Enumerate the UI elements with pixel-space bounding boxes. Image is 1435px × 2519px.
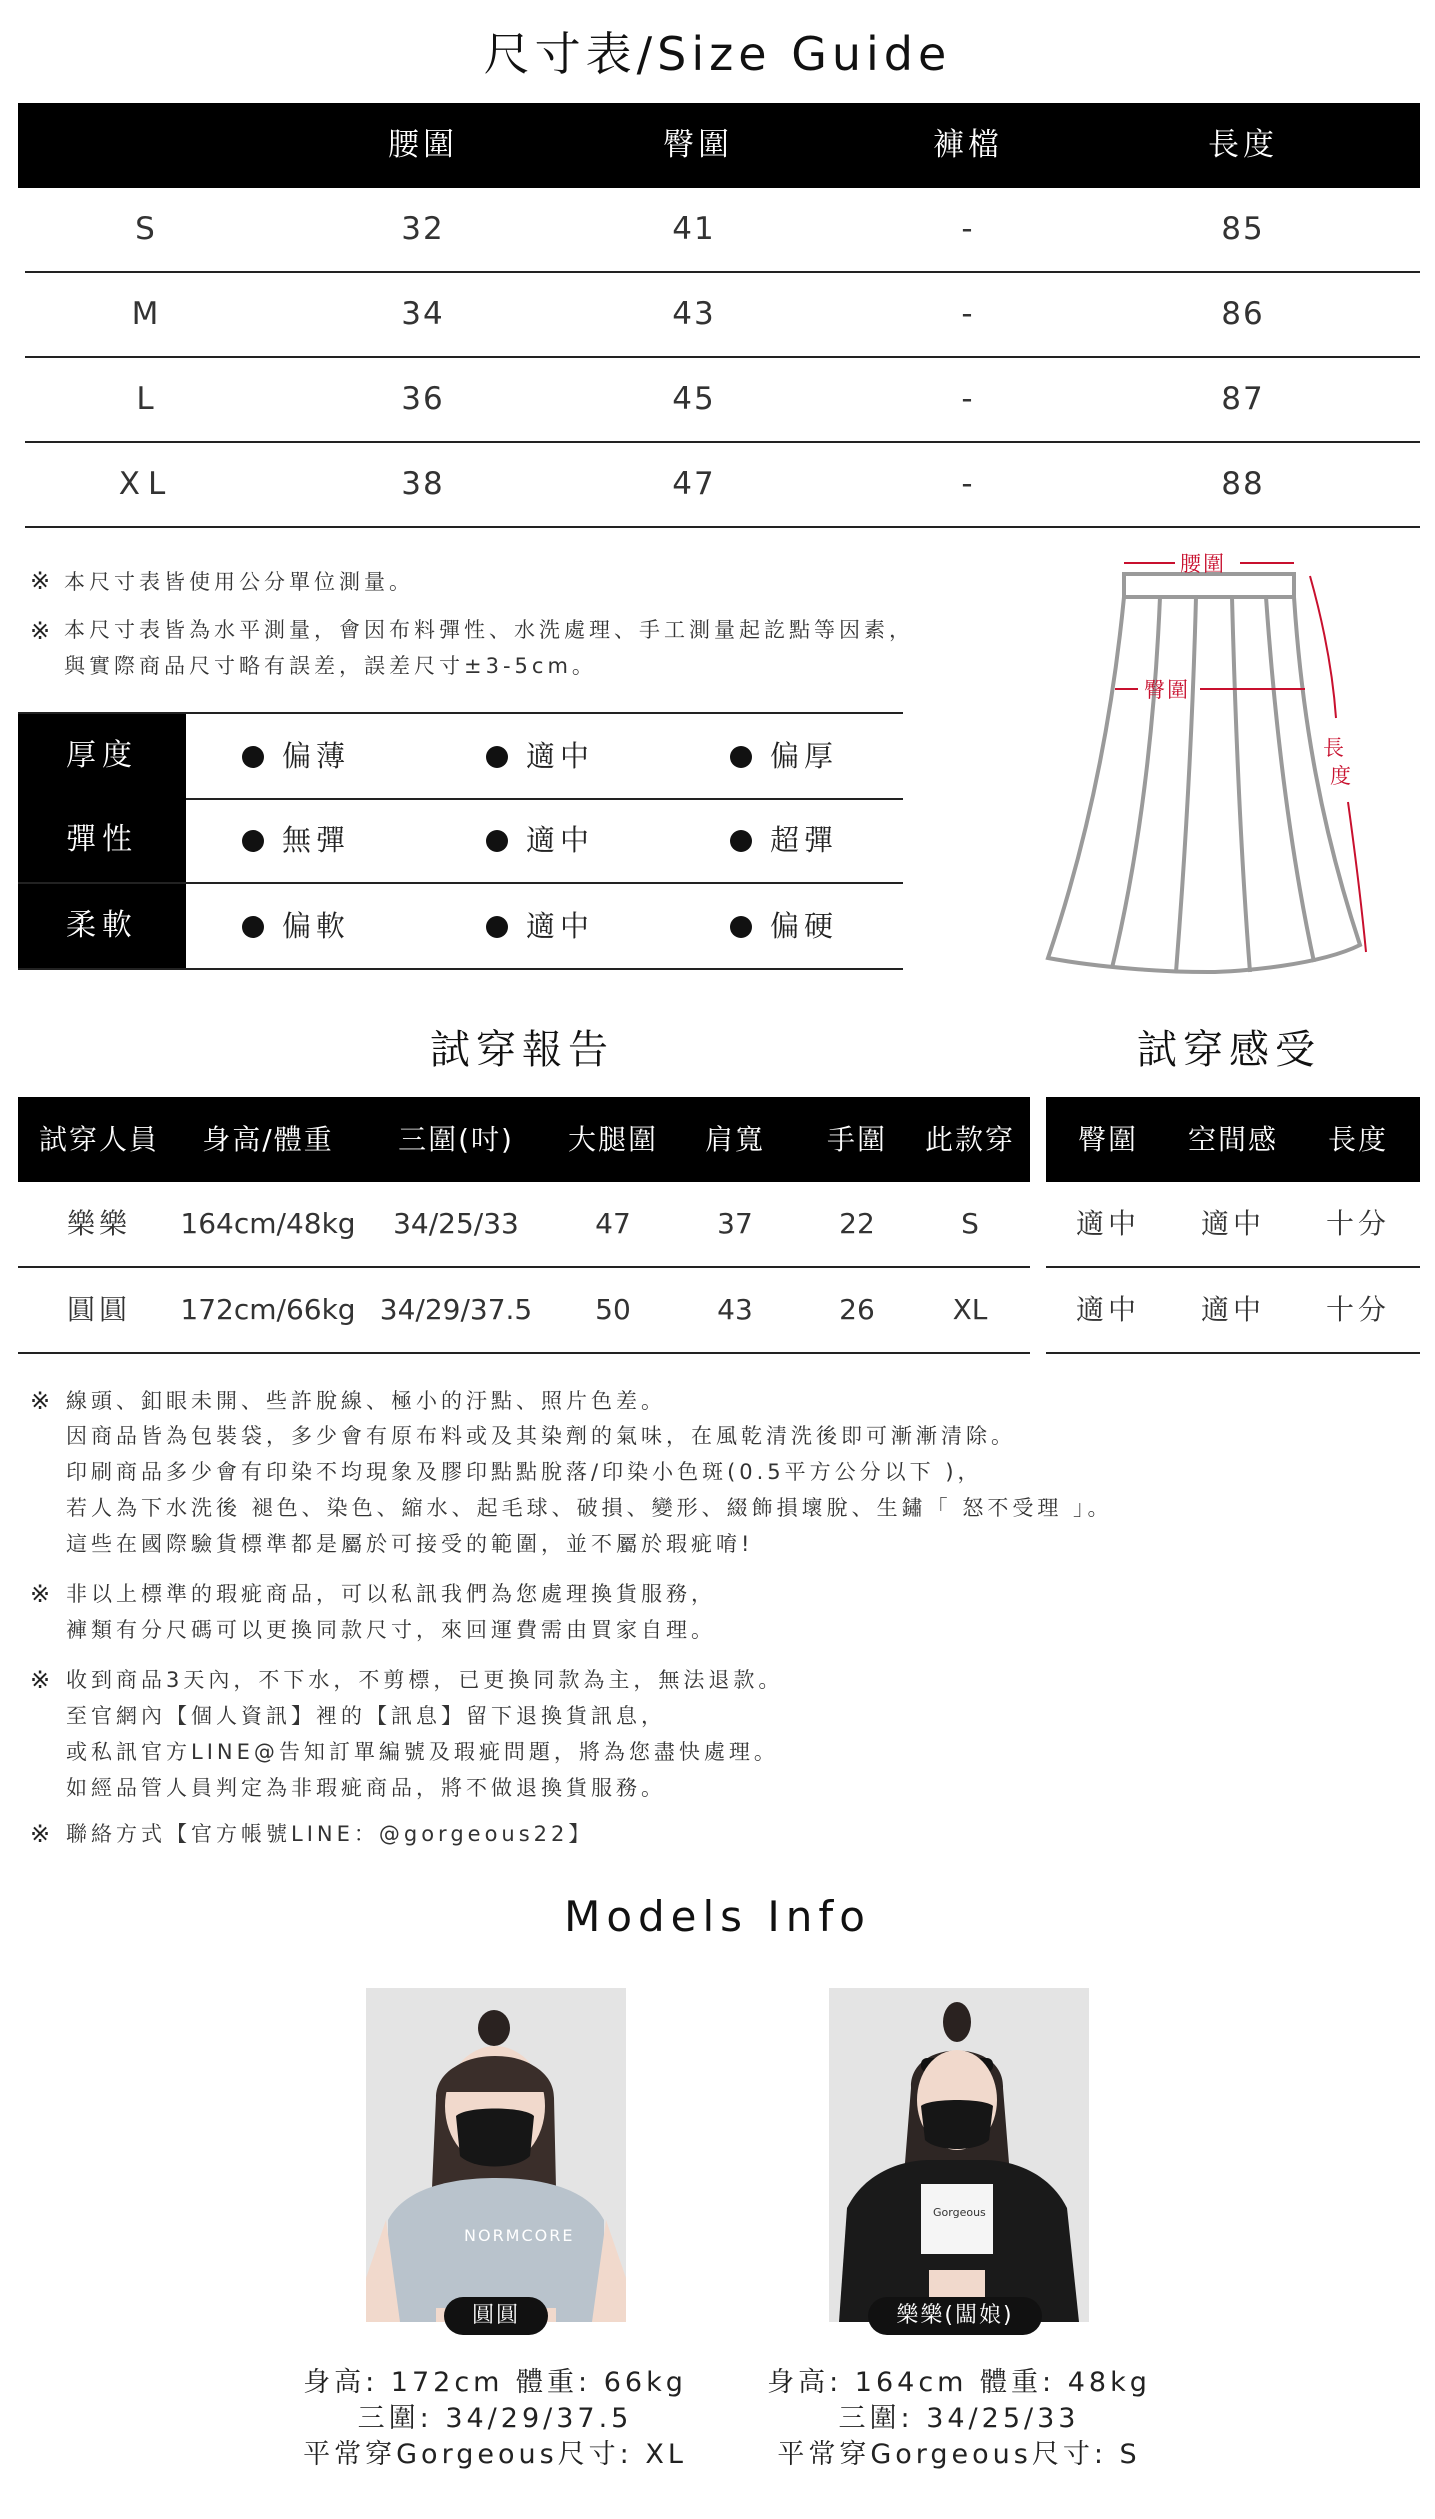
fr-cell: 34/29/37.5	[379, 1293, 533, 1326]
size-cell: 32	[401, 211, 445, 247]
bullet-icon	[242, 916, 264, 938]
model-info-line: 平常穿Gorgeous尺寸: XL	[303, 2439, 687, 2470]
attr-row-softness	[18, 884, 903, 970]
fr-cell: S	[961, 1207, 979, 1240]
fr-cell: 圓圓	[66, 1293, 131, 1326]
note-line-2b: 與實際商品尺寸略有誤差，誤差尺寸±3-5cm。	[64, 654, 597, 678]
size-cell: 87	[1221, 381, 1265, 417]
bullet-icon	[242, 746, 264, 768]
size-cell: -	[961, 466, 975, 502]
attr-label: 厚度	[18, 714, 186, 798]
diagram-waist-label: 腰圍	[1180, 552, 1226, 576]
skirt-body-shape	[1048, 597, 1360, 972]
fitting-row-yuanyuan	[18, 1268, 1030, 1354]
size-header-hip: 臀圍	[663, 127, 733, 163]
note-mark: ※	[30, 617, 51, 645]
disclaimer-line: 如經品管人員判定為非瑕疵商品，將不做退換貨服務。	[66, 1776, 666, 1800]
ff-cell: 十分	[1325, 1207, 1390, 1240]
model-info-line: 身高: 172cm 體重: 66kg	[303, 2367, 687, 2398]
skirt-diagram	[1030, 540, 1430, 980]
attr-option: 適中	[486, 884, 594, 968]
size-cell: 85	[1221, 211, 1265, 247]
fr-cell: 26	[839, 1293, 875, 1326]
attr-row-thickness	[18, 712, 903, 800]
diagram-length-label-1: 長	[1323, 736, 1344, 760]
fitting-feel-title: 試穿感受	[1137, 1027, 1321, 1073]
size-row-xl	[25, 443, 1420, 528]
disclaimer-line: 印刷商品多少會有印染不均現象及膠印點點脫落/印染小色斑(0.5平方公分以下 )，	[66, 1460, 983, 1484]
diagram-length-label-2: 度	[1330, 764, 1351, 788]
size-cell: 88	[1221, 466, 1265, 502]
disclaimer-line: 收到商品3天內，不下水，不剪標，已更換同款為主，無法退款。	[66, 1668, 784, 1692]
size-guide-title: 尺寸表/Size Guide	[483, 27, 952, 81]
ff-cell: 適中	[1200, 1293, 1265, 1326]
size-cell: -	[961, 381, 975, 417]
size-cell: 45	[672, 381, 716, 417]
model-info-line: 三圍: 34/29/37.5	[357, 2403, 633, 2434]
size-cell: 36	[401, 381, 445, 417]
bullet-icon	[730, 746, 752, 768]
size-header-rise: 褲檔	[933, 127, 1003, 163]
fr-header-cell: 試穿人員	[38, 1123, 159, 1156]
size-cell: M	[131, 296, 161, 332]
disclaimer-mark: ※	[30, 1580, 51, 1608]
size-table-header	[18, 103, 1420, 188]
note-line-2a: 本尺寸表皆為水平測量，會因布料彈性、水洗處理、手工測量起訖點等因素，	[64, 618, 914, 642]
fr-cell: 22	[839, 1207, 875, 1240]
model-tag-lele: 樂樂(闆娘)	[868, 2297, 1042, 2335]
attr-option: 偏軟	[242, 884, 350, 968]
size-cell: 34	[401, 296, 445, 332]
diagram-hip-label: 臀圍	[1144, 678, 1190, 702]
attr-option: 適中	[486, 798, 594, 882]
fr-header-cell: 手圍	[826, 1123, 887, 1156]
fr-header-cell: 肩寬	[704, 1123, 765, 1156]
attr-option: 偏薄	[242, 714, 350, 798]
fr-cell: 37	[717, 1207, 753, 1240]
fr-header-cell: 大腿圍	[567, 1123, 658, 1156]
fitting-feel-row-lele	[1046, 1182, 1420, 1268]
attr-option: 偏厚	[730, 714, 838, 798]
model-tag-yuanyuan: 圓圓	[444, 2297, 548, 2335]
size-header-length: 長度	[1208, 127, 1278, 163]
attr-option: 超彈	[730, 798, 838, 882]
size-row-s	[25, 188, 1420, 273]
fr-cell: XL	[952, 1293, 988, 1326]
disclaimer-mark: ※	[30, 1387, 51, 1415]
model-photo-illustration	[829, 1988, 1089, 2322]
bullet-icon	[242, 830, 264, 852]
fitting-feel-header	[1046, 1097, 1420, 1182]
fr-header-cell: 三圍(吋)	[398, 1123, 514, 1156]
size-cell: 43	[672, 296, 716, 332]
size-cell: 38	[401, 466, 445, 502]
bullet-icon	[486, 916, 508, 938]
fr-cell: 43	[717, 1293, 753, 1326]
model-shirt-text: NORMCORE	[464, 2226, 575, 2245]
model-info-line: 身高: 164cm 體重: 48kg	[767, 2367, 1151, 2398]
model-photo-yuanyuan	[366, 1988, 626, 2322]
ff-cell: 十分	[1325, 1293, 1390, 1326]
disclaimer-line: 非以上標準的瑕疵商品，可以私訊我們為您處理換貨服務，	[66, 1582, 716, 1606]
disclaimer-line: 線頭、釦眼未開、些許脫線、極小的汙點、照片色差。	[66, 1389, 666, 1413]
model-shirt-text: Gorgeous	[933, 2206, 986, 2219]
model-photo-lele	[829, 1988, 1089, 2322]
fr-cell: 47	[595, 1207, 631, 1240]
ff-header-cell: 臀圍	[1077, 1123, 1138, 1156]
fr-cell: 樂樂	[66, 1207, 131, 1240]
disclaimer-line: 或私訊官方LINE@告知訂單編號及瑕疵問題，將為您盡快處理。	[66, 1740, 779, 1764]
fitting-row-lele	[18, 1182, 1030, 1268]
size-cell: -	[961, 296, 975, 332]
disclaimer-mark: ※	[30, 1666, 51, 1694]
bullet-icon	[486, 830, 508, 852]
size-cell: 47	[672, 466, 716, 502]
length-measure-line	[1310, 576, 1336, 718]
attr-option: 偏硬	[730, 884, 838, 968]
disclaimer-line: 褲類有分尺碼可以更換同款尺寸，來回運費需由買家自理。	[66, 1618, 716, 1642]
size-cell: S	[135, 211, 157, 247]
fr-header-cell: 身高/體重	[202, 1123, 334, 1156]
size-header-waist: 腰圍	[388, 127, 458, 163]
bullet-icon	[486, 746, 508, 768]
fr-cell: 172cm/66kg	[180, 1293, 356, 1326]
size-cell: XL	[118, 466, 174, 502]
ff-cell: 適中	[1075, 1293, 1140, 1326]
fr-cell: 34/25/33	[393, 1207, 519, 1240]
models-info-title: Models Info	[564, 1892, 871, 1941]
disclaimer-mark: ※	[30, 1820, 51, 1848]
fitting-report-header	[18, 1097, 1030, 1182]
disclaimer-line: 至官網內【個人資訊】裡的【訊息】留下退換貨訊息，	[66, 1704, 666, 1728]
fitting-report-title: 試穿報告	[430, 1027, 614, 1073]
ff-header-cell: 空間感	[1187, 1123, 1278, 1156]
note-mark: ※	[30, 567, 51, 595]
size-cell: -	[961, 211, 975, 247]
model-info-line: 三圍: 34/25/33	[838, 2403, 1080, 2434]
ff-header-cell: 長度	[1327, 1123, 1388, 1156]
fr-cell: 164cm/48kg	[180, 1207, 356, 1240]
fr-cell: 50	[595, 1293, 631, 1326]
bullet-icon	[730, 830, 752, 852]
contact-line: 聯絡方式【官方帳號LINE：@gorgeous22】	[66, 1822, 594, 1846]
attr-row-elasticity	[18, 798, 903, 884]
disclaimer-line: 因商品皆為包裝袋，多少會有原布料或及其染劑的氣味，在風乾清洗後即可漸漸清除。	[66, 1424, 1016, 1448]
size-row-l	[25, 358, 1420, 443]
ff-cell: 適中	[1200, 1207, 1265, 1240]
ff-cell: 適中	[1075, 1207, 1140, 1240]
fitting-feel-row-yuanyuan	[1046, 1268, 1420, 1354]
size-cell: 86	[1221, 296, 1265, 332]
model-photo-illustration	[366, 1988, 626, 2322]
attr-label: 彈性	[18, 798, 186, 882]
attr-option: 無彈	[242, 798, 350, 882]
model-info-line: 平常穿Gorgeous尺寸: S	[777, 2439, 1141, 2470]
disclaimer-line: 若人為下水洗後 褪色、染色、縮水、起毛球、破損、變形、綴飾損壞脫、生鏽「 怒不受理 」。	[66, 1496, 1113, 1520]
note-line-1: 本尺寸表皆使用公分單位測量。	[64, 570, 414, 594]
disclaimer-line: 這些在國際驗貨標準都是屬於可接受的範圍，並不屬於瑕疵唷!	[66, 1532, 754, 1556]
attr-option: 適中	[486, 714, 594, 798]
fr-header-cell: 此款穿	[924, 1123, 1015, 1156]
bullet-icon	[730, 916, 752, 938]
size-cell: 41	[672, 211, 716, 247]
size-cell: L	[136, 381, 156, 417]
attr-label: 柔軟	[18, 884, 186, 968]
size-row-m	[25, 273, 1420, 358]
